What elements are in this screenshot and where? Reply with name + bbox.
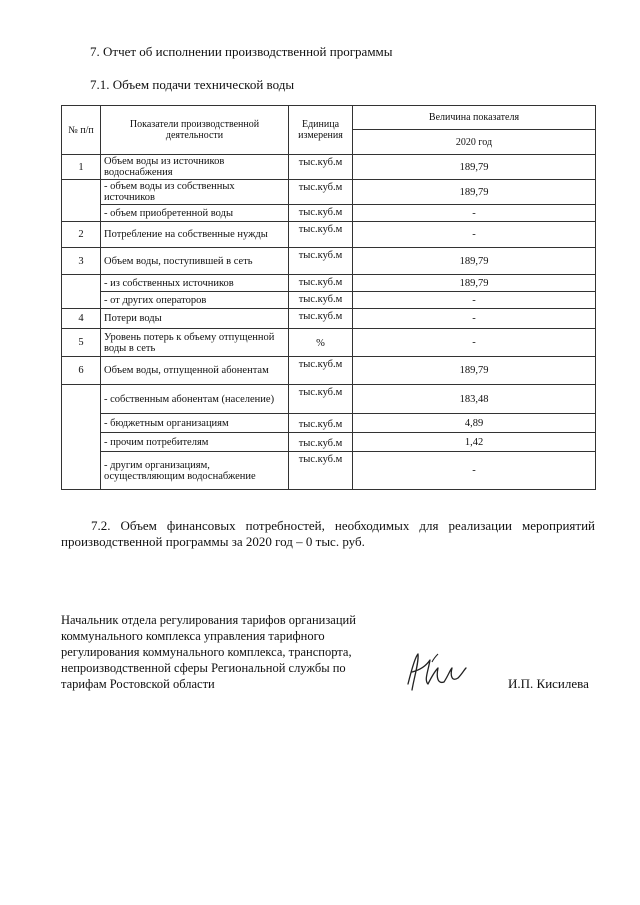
header-unit: Единица измерения bbox=[289, 106, 353, 155]
handwritten-signature bbox=[402, 648, 472, 696]
row-unit: тыс.куб.м bbox=[289, 155, 353, 180]
row-indicator: - от других операторов bbox=[101, 292, 289, 309]
row-indicator: - бюджетным организациям bbox=[101, 414, 289, 433]
row-indicator: - объем воды из собственных источников bbox=[101, 180, 289, 205]
row-value: 4,89 bbox=[353, 414, 596, 433]
water-supply-table bbox=[61, 105, 596, 490]
row-value: 189,79 bbox=[353, 248, 596, 275]
row-indicator: - объем приобретенной воды bbox=[101, 205, 289, 222]
row-unit: тыс.куб.м bbox=[289, 433, 353, 452]
signatory-title: Начальник отдела регулирования тарифов организаций коммунального комплекса управления тарифного регулирования коммунального комплекса, транспорта, непроизводственной сферы Региональной службы по тарифам Ростовской области bbox=[61, 613, 356, 691]
row-unit: тыс.куб.м bbox=[289, 248, 353, 275]
row-num: 2 bbox=[62, 222, 101, 248]
row-num: 5 bbox=[62, 329, 101, 357]
row-unit: тыс.куб.м bbox=[289, 414, 353, 433]
row-num bbox=[62, 385, 101, 490]
row-unit: тыс.куб.м bbox=[289, 309, 353, 329]
row-indicator: Потери воды bbox=[101, 309, 289, 329]
row-value: - bbox=[353, 292, 596, 309]
row-unit: тыс.куб.м bbox=[289, 452, 353, 490]
row-value: 189,79 bbox=[353, 180, 596, 205]
signatory-name: И.П. Кисилева bbox=[508, 676, 589, 691]
subsection-heading: 7.1. Объем подачи технической воды bbox=[90, 77, 295, 92]
row-value: - bbox=[353, 329, 596, 357]
row-num: 6 bbox=[62, 357, 101, 385]
row-indicator: - собственным абонентам (население) bbox=[101, 385, 289, 414]
row-num: 1 bbox=[62, 155, 101, 180]
row-unit: тыс.куб.м bbox=[289, 275, 353, 292]
row-value: 189,79 bbox=[353, 155, 596, 180]
row-value: - bbox=[353, 205, 596, 222]
row-value: 189,79 bbox=[353, 357, 596, 385]
row-value: - bbox=[353, 309, 596, 329]
header-indicator: Показатели производственной деятельности bbox=[101, 106, 289, 155]
row-value: 183,48 bbox=[353, 385, 596, 414]
section-heading: 7. Отчет об исполнении производственной программы bbox=[90, 44, 393, 59]
row-num: 3 bbox=[62, 248, 101, 275]
row-indicator: Объем воды из источников водоснабжения bbox=[101, 155, 289, 180]
row-unit: тыс.куб.м bbox=[289, 180, 353, 205]
row-indicator: Уровень потерь к объему отпущенной воды в сеть bbox=[101, 329, 289, 357]
row-unit: тыс.куб.м bbox=[289, 222, 353, 248]
row-value: 1,42 bbox=[353, 433, 596, 452]
row-unit: тыс.куб.м bbox=[289, 205, 353, 222]
row-indicator: - другим организациям, осуществляющим водоснабжение bbox=[101, 452, 289, 490]
row-num: 4 bbox=[62, 309, 101, 329]
header-value: Величина показателя bbox=[353, 106, 596, 130]
row-value: 189,79 bbox=[353, 275, 596, 292]
row-value: - bbox=[353, 452, 596, 490]
row-indicator: - из собственных источников bbox=[101, 275, 289, 292]
row-value: - bbox=[353, 222, 596, 248]
row-unit: тыс.куб.м bbox=[289, 357, 353, 385]
financial-needs-paragraph: 7.2. Объем финансовых потребностей, необходимых для реализации мероприятий производственной программы за 2020 год – 0 тыс. руб. bbox=[61, 518, 595, 549]
row-num bbox=[62, 180, 101, 222]
row-indicator: Объем воды, отпущенной абонентам bbox=[101, 357, 289, 385]
row-unit: тыс.куб.м bbox=[289, 385, 353, 414]
row-unit: % bbox=[289, 329, 353, 357]
row-num bbox=[62, 275, 101, 309]
row-indicator: Потребление на собственные нужды bbox=[101, 222, 289, 248]
header-num: № п/п bbox=[62, 106, 101, 155]
header-year: 2020 год bbox=[353, 130, 596, 155]
row-indicator: Объем воды, поступившей в сеть bbox=[101, 248, 289, 275]
row-indicator: - прочим потребителям bbox=[101, 433, 289, 452]
row-unit: тыс.куб.м bbox=[289, 292, 353, 309]
